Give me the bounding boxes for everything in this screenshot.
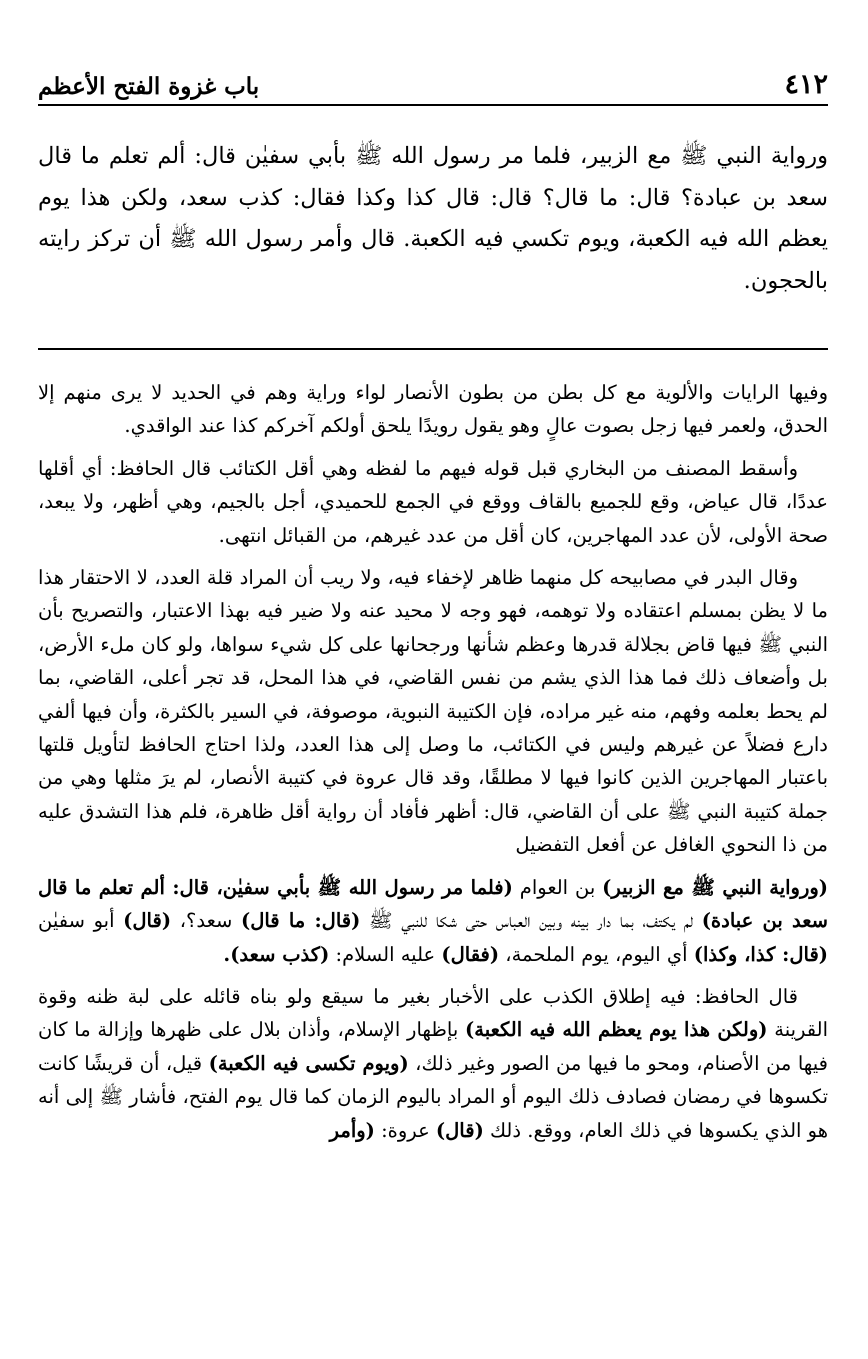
commentary-text: عروة: — [374, 1118, 436, 1142]
commentary-section — [38, 376, 828, 1156]
commentary-text: بإظهار الإسلام، وأذان بلال على ظهرها وإزالة ما كان فيها من الأصنام، ومحو ما فيها من الصور وغير ذلك، — [38, 1018, 828, 1075]
page-number: ٤١٢ — [784, 69, 828, 100]
commentary-text: سعد؟، — [171, 909, 241, 933]
commentary-paragraph: وقال البدر في مصابيحه كل منهما ظاهر لإخفاء فيه، ولا ريب أن المراد قلة العدد، لا الاحتقار هذا ما لا يظن بمسلم اعتقاده ولا توهمه، فهو وجه لا محيد عنه ولا ضير فيه بهذا الاعتبار، والتصريح بأن النبي ﷺ فيها قاض بجلالة قدرها وعظم شأنها ورجحانها على كل شيء سواها، ولو كان ملء الأرض، بل وأضعاف ذلك فما هذا الذي يشم من نفس القاضي، في هذا المحل، قد تجر أعلى، القاضي، بما لم يحط بعلمه وفهم، منه غير مراده، فإن الكتيبة النبوية، موصوفة، في السير بالكثرة، وأن فيها ألفي دارع فضلاً عن غيرهم وليس في الكتائب، ما وصل إلى هذا العدد، ولذا احتاج الحافظ لتأويل قلتها باعتبار المهاجرين الذين كانوا فيها لا مطلقًا، وقد قال عروة في كتيبة الأنصار، لم يرَ مثلها وهي من جملة كتيبة النبي ﷺ على أن القاضي، قال: أظهر فأفاد أن رواية أقل ظاهرة، فلم هذا التشدق عليه من ذا النحوي الغافل عن أفعل التفضيل — [38, 566, 828, 857]
hadith-text: ورواية النبي ﷺ مع الزبير، فلما مر رسول الله ﷺ بأبي سفيٰن قال: ألم تعلم ما قال سعد بن عبادة؟ قال: ما قال؟ قال: قال كذا وكذا فقال: كذب سعد، ولكن هذا يوم يعظم الله فيه الكعبة، ويوم تكسي فيه الكعبة. قال وأمر رسول الله ﷺ أن تركز رايته بالحجون. — [38, 143, 828, 294]
quoted-text: (وأمر — [329, 1118, 375, 1142]
commentary-paragraph — [38, 980, 828, 1147]
quoted-text: (كذب سعد). — [223, 942, 330, 966]
quoted-text: (ولكن هذا يوم يعظم الله فيه الكعبة) — [465, 1018, 768, 1042]
quoted-text: (ويوم تكسى فيه الكعبة) — [208, 1051, 409, 1075]
quoted-text: (ورواية النبي ﷺ مع الزبير) — [602, 875, 829, 899]
commentary-text: قيل، أن قريشًا كانت تكسوها في رمضان فصادف ذلك اليوم أو المراد باليوم الزمان كما قال يوم الفتح، فأشار ﷺ إلى أنه هو الذي يكسوها في ذلك العام، ووقع. ذلك — [38, 1051, 828, 1142]
footnote-separator — [38, 348, 828, 350]
quoted-text: (فلما مر رسول الله ﷺ بأبي سفيٰن، قال: ألم تعلم ما قال سعد بن عبادة) — [38, 875, 828, 933]
quoted-text: (قال) — [435, 1118, 484, 1142]
quoted-text: (فقال) — [441, 942, 500, 966]
commentary-text: قال الحافظ: فيه إطلاق الكذب على الأخبار بغير ما سيقع ولو بناه قائله على لبة ظنه وقوة القرينة — [38, 984, 828, 1042]
commentary-text: أبو سفيٰن — [38, 909, 124, 933]
commentary-text: لم يكتف، بما دار بينه وبين العباس حتى شكا للنبي ﷺ — [360, 909, 702, 933]
commentary-paragraph: وفيها الرايات والألوية مع كل بطن من بطون الأنصار لواء وراية وهم في الحديد لا يرى منهم إلا الحدق، ولعمر فيها زجل بصوت عالٍ وهو يقول رويدًا يلحق أولكم آخركم كذا عند الواقدي. — [38, 381, 828, 438]
quoted-text: (قال: ما قال) — [240, 909, 361, 933]
chapter-title: باب غزوة الفتح الأعظم — [38, 73, 260, 100]
commentary-text: عليه السلام: — [329, 942, 442, 966]
quoted-text: (قال) — [123, 909, 172, 933]
commentary-paragraph: وأسقط المصنف من البخاري قبل قوله فيهم ما لفظه وهي أقل الكتائب قال الحافظ: أي أقلها عددًا، قال عياض، وقع للجميع بالقاف ووقع في الجمع للحميدي، أجل بالجيم، وهي أظهر، ولا يبعد، صحة الأولى، لأن عدد المهاجرين، كان أقل من عدد غيرهم، من القبائل انتهى. — [38, 456, 828, 547]
quoted-text: (قال: كذا، وكذا) — [693, 942, 828, 966]
commentary-text: أي اليوم، يوم الملحمة، — [499, 942, 694, 966]
page-header — [38, 62, 828, 106]
commentary-text: بن العوام — [512, 875, 603, 899]
commentary-paragraph — [38, 871, 828, 971]
